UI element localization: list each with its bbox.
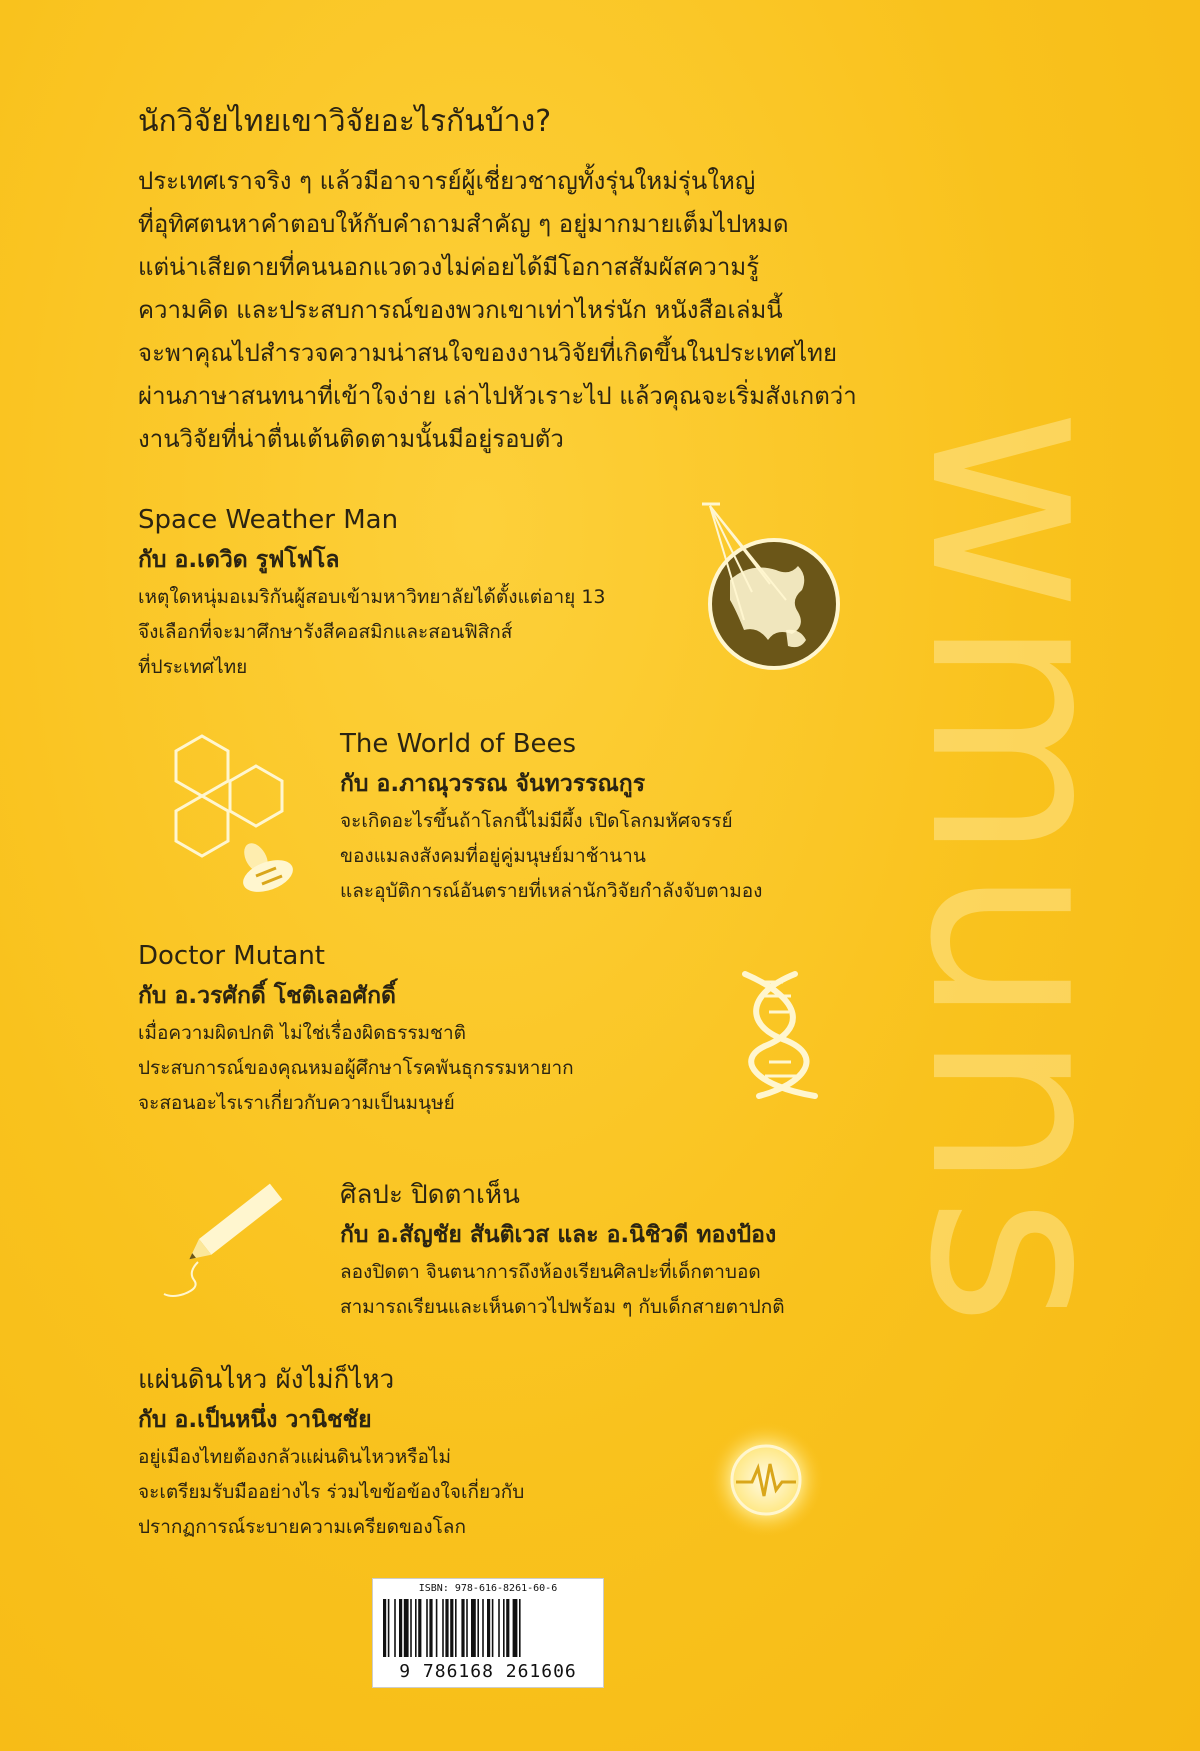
description-line: อยู่เมืองไทยต้องกลัวแผ่นดินไหวหรือไม่ — [138, 1446, 451, 1468]
section-art-eyes-closed — [340, 1175, 785, 1325]
section-world-of-bees — [340, 724, 762, 909]
intro-line: ความคิด และประสบการณ์ของพวกเขาเท่าไหร่นัก หนังสือเล่มนี้ — [138, 296, 783, 324]
description-line: เหตุใดหนุ่มอเมริกันผู้สอบเข้ามหาวิทยาลัยได้ตั้งแต่อายุ 13 — [138, 586, 606, 608]
dna-icon — [735, 970, 835, 1100]
description-line: ของแมลงสังคมที่อยู่คู่มนุษย์มาช้านาน — [340, 845, 646, 867]
pencil-icon — [150, 1170, 300, 1300]
description-line: เมื่อความผิดปกติ ไม่ใช่เรื่องผิดธรรมชาติ — [138, 1022, 466, 1044]
description-line: จะเกิดอะไรขึ้นถ้าโลกนี้ไม่มีผึ้ง เปิดโลกมหัศจรรย์ — [340, 810, 733, 832]
section-title: The World of Bees — [340, 729, 577, 759]
intro-line: ประเทศเราจริง ๆ แล้วมีอาจารย์ผู้เชี่ยวชาญทั้งรุ่นใหม่รุ่นใหญ่ — [138, 167, 756, 195]
section-title: ศิลปะ ปิดตาเห็น — [340, 1180, 520, 1210]
isbn-barcode — [372, 1578, 604, 1688]
section-author: กับ อ.วรศักดิ์ โชติเลอศักดิ์ — [138, 983, 396, 1009]
description-line: ประสบการณ์ของคุณหมอผู้ศึกษาโรคพันธุกรรมหายาก — [138, 1057, 574, 1079]
section-author: กับ อ.สัญชัย สันติเวส และ อ.นิชิวดี ทองป้อง — [340, 1222, 777, 1248]
section-earthquake — [138, 1360, 524, 1545]
barcode-digits: 9 786168 261606 — [399, 1661, 577, 1682]
section-title: Doctor Mutant — [138, 941, 325, 971]
section-author: กับ อ.เดวิด รูฟโฟโล — [138, 547, 340, 573]
description-line: จะเตรียมรับมืออย่างไร ร่วมไขข้อข้องใจเกี่ยวกับ — [138, 1481, 525, 1503]
page-title: นักวิจัยไทยเขาวิจัยอะไรกันบ้าง? — [138, 104, 552, 139]
section-doctor-mutant — [138, 936, 574, 1121]
section-description — [138, 1440, 524, 1545]
spine-title: wmuns — [875, 407, 1166, 1333]
description-line: จะสอนอะไรเราเกี่ยวกับความเป็นมนุษย์ — [138, 1092, 455, 1114]
intro-line: จะพาคุณไปสำรวจความน่าสนใจของงานวิจัยที่เกิดขึ้นในประเทศไทย — [138, 339, 838, 367]
globe-icon — [690, 500, 840, 680]
description-line: ลองปิดตา จินตนาการถึงห้องเรียนศิลปะที่เด็กตาบอด — [340, 1261, 761, 1283]
intro-line: ที่อุทิศตนหาคำตอบให้กับคำถามสำคัญ ๆ อยู่มากมายเต็มไปหมด — [138, 210, 789, 238]
section-author: กับ อ.ภาณุวรรณ จันทวรรณกูร — [340, 771, 646, 797]
section-title: Space Weather Man — [138, 505, 399, 535]
intro-paragraph — [138, 160, 858, 461]
description-line: ที่ประเทศไทย — [138, 656, 248, 678]
section-space-weather-man — [138, 500, 606, 685]
seismograph-icon — [706, 1420, 826, 1540]
intro-line: ผ่านภาษาสนทนาที่เข้าใจง่าย เล่าไปหัวเราะไป แล้วคุณจะเริ่มสังเกตว่า — [138, 382, 857, 410]
section-description — [138, 1016, 574, 1121]
section-author: กับ อ.เป็นหนึ่ง วานิชชัย — [138, 1407, 372, 1433]
section-description — [340, 1255, 785, 1325]
section-description — [340, 804, 762, 909]
section-title: แผ่นดินไหว ผังไม่ก็ไหว — [138, 1365, 395, 1395]
description-line: สามารถเรียนและเห็นดาวไปพร้อม ๆ กับเด็กสายตาปกติ — [340, 1296, 785, 1318]
intro-line: แต่น่าเสียดายที่คนนอกแวดวงไม่ค่อยได้มีโอกาสสัมผัสความรู้ — [138, 253, 760, 281]
description-line: และอุบัติการณ์อันตรายที่เหล่านักวิจัยกำลังจับตามอง — [340, 880, 763, 902]
barcode-icon — [381, 1599, 595, 1659]
honeycomb-bee-icon — [160, 730, 310, 910]
isbn-label: ISBN: 978-616-8261-60-6 — [418, 1583, 558, 1594]
section-description — [138, 580, 606, 685]
description-line: ปรากฏการณ์ระบายความเครียดของโลก — [138, 1516, 466, 1538]
intro-line: งานวิจัยที่น่าตื่นเต้นติดตามนั้นมีอยู่รอบตัว — [138, 425, 564, 453]
description-line: จึงเลือกที่จะมาศึกษารังสีคอสมิกและสอนฟิสิกส์ — [138, 621, 513, 643]
